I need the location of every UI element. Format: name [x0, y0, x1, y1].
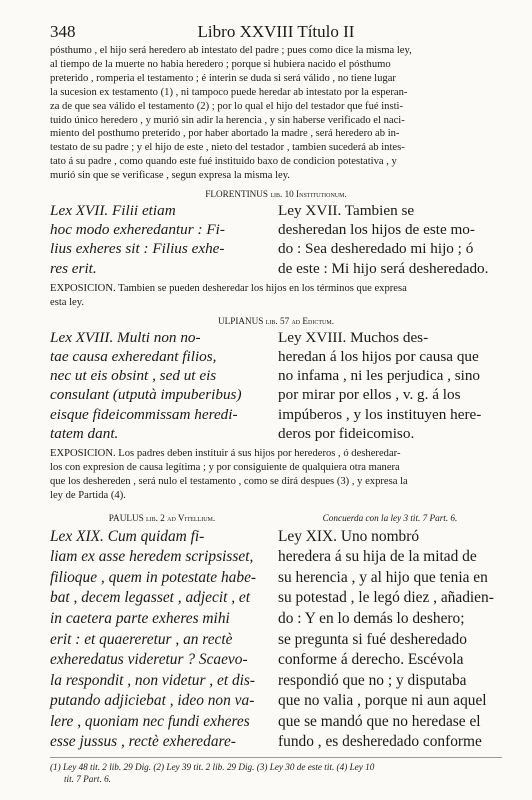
text-line: testato de su padre ; y el hijo de este , nieto del testador , tambien sucederá ab intes-: [50, 142, 405, 154]
text-line: eisque fideicommissam heredi-: [50, 405, 238, 423]
law19-spanish: [278, 527, 502, 754]
law18-latin: [50, 328, 274, 443]
text-line: heredera á su hija de la mitad de: [278, 548, 477, 566]
text-line: nec ut eis obsint , sed ut eis: [50, 367, 217, 385]
law19-source-right: Concuerda con la ley 3 tit. 7 Part. 6.: [322, 512, 458, 523]
text-line: liam ex asse heredem scripsisset,: [50, 548, 254, 566]
text-line: la sucesion ex testamento (1) , ni tampoco puede heredar ab intestato por la esperan-: [50, 86, 408, 98]
text-line: los con expresion de causa legítima ; y por consiguiente de qualquiera otra manera: [50, 461, 400, 473]
text-line: Ley XVII. Tambien se: [278, 202, 415, 220]
law19-source-left: PAULUS lib. 2 ad Vitellium.: [108, 512, 216, 523]
continuation-paragraph: [50, 44, 502, 183]
text-line: putando adjiciebat , ideo non va-: [50, 692, 255, 710]
text-line: lere , quoniam nec fundi exheres: [50, 712, 250, 730]
text-line: se pregunta si fué desheredado: [278, 630, 467, 648]
text-line: hoc modo exheredantur : Fi-: [50, 221, 225, 239]
text-line: lius exheres sit : Filius exhe-: [50, 240, 225, 258]
law18-exposicion: [50, 447, 502, 503]
law19-sources: [50, 513, 502, 523]
text-line: Lex XVII. Filii etiam: [50, 202, 176, 220]
text-line: ley de Partida (4).: [50, 489, 126, 501]
text-line: tatem dant.: [50, 424, 119, 442]
text-line: impúberos , y los instituyen here-: [278, 405, 482, 423]
footnote-line: tit. 7 Part. 6.: [64, 774, 111, 784]
text-line: su potestad , le legó diez , añadien-: [278, 589, 494, 607]
text-line: tuido único heredero , y murió sin adir la herencia , y sin haberse verificado el naci-: [50, 114, 405, 126]
law19-columns: [50, 527, 502, 754]
text-line: Lex XIX. Cum quidam fi-: [50, 527, 205, 545]
text-line: esta ley.: [50, 296, 85, 308]
law17-source: FLORENTINUS lib. 10 Institutionum.: [205, 189, 347, 200]
text-line: Ley XVIII. Muchos des-: [278, 328, 429, 346]
text-line: preterido , romperia el testamento ; é interin se duda si será válido , no tiene lugar: [50, 72, 396, 84]
text-line: pósthumo , el hijo será heredero ab intestato del padre ; pues como dice la misma ley,: [50, 45, 412, 56]
law17-spanish: [278, 201, 502, 278]
text-line: Ley XIX. Uno nombró: [278, 527, 420, 545]
text-line: consulant (utputà impuberibus): [50, 386, 242, 404]
text-line: za de que sea válido el testamento (2) ; por lo qual el hijo del testador que fué insti-: [50, 100, 404, 112]
text-line: la respondit , non videtur , et dis-: [50, 671, 256, 689]
running-header: [50, 22, 502, 44]
text-line: no infama , ni les perjudica , sino: [278, 367, 481, 385]
text-line: que se mandó que no heredase el: [278, 712, 481, 730]
text-line: Lex XVIII. Multi non no-: [50, 328, 201, 346]
text-line: erit : et quaereretur , an rectè: [50, 630, 233, 648]
text-line: que no valia , porque ni aun aquel: [278, 692, 487, 710]
law17-latin: [50, 201, 274, 278]
text-line: tae causa exheredant filios,: [50, 347, 217, 365]
law17-columns: [50, 201, 502, 278]
text-line: fundo , es desheredado conforme: [278, 733, 482, 751]
law18-spanish: [278, 328, 502, 443]
text-line: su herencia , y al hijo que tenia en: [278, 568, 488, 586]
running-title: Libro XXVIII Título II: [197, 22, 355, 41]
text-line: miento del posthumo preterido , por haber abortado la madre , será heredero ab in-: [50, 128, 400, 140]
text-line: por mirar por ellos , v. g. á los: [278, 386, 461, 404]
text-line: bat , decem legasset , adjecit , et: [50, 589, 251, 607]
text-line: deros por fideicomiso.: [278, 424, 415, 442]
text-line: al tiempo de la muerte no habia heredero ; porque si hubiera nacido el pósthumo: [50, 58, 391, 70]
text-line: EXPOSICION. Los padres deben instituir á sus hijos por herederos , ó desheredar-: [50, 447, 401, 459]
page: [50, 22, 502, 753]
law18-source: ULPIANUS lib. 57 ad Edictum.: [217, 315, 334, 326]
text-line: murió sin que se verificase , segun expresa la misma ley.: [50, 170, 290, 182]
text-line: tato á su padre , como quando este fué instituido baxo de condicion potestativa , y: [50, 156, 397, 168]
law17-exposicion: [50, 282, 502, 310]
text-line: filioque , quem in potestate habe-: [50, 568, 257, 586]
law18-columns: [50, 328, 502, 443]
text-line: EXPOSICION. Tambien se pueden desheredar los hijos en los términos que expresa: [50, 282, 407, 294]
text-line: que los deshereden , será nulo el testamento , como se dirá despues (3) , y expresa la: [50, 475, 408, 487]
footnote-line: (1) Ley 48 tit. 2 lib. 29 Dig. (2) Ley 39 tit. 2 lib. 29 Dig. (3) Ley 30 de este tit. (4) Ley 10: [50, 762, 375, 772]
text-line: in caetera parte exheres mihi: [50, 609, 230, 627]
text-line: heredan á los hijos por causa que: [278, 347, 479, 365]
footnotes: [50, 757, 502, 785]
text-line: respondió que no ; y disputaba: [278, 671, 467, 689]
text-line: desheredan los hijos de este mo-: [278, 221, 475, 239]
text-line: conforme á derecho. Escévola: [278, 651, 464, 669]
law19-latin: [50, 527, 274, 754]
text-line: do : Y en lo demás lo deshero;: [278, 609, 465, 627]
text-line: res erit.: [50, 259, 97, 277]
text-line: do : Sea desheredado mi hijo ; ó: [278, 240, 474, 258]
text-line: exheredatus videretur ? Scaevo-: [50, 651, 248, 669]
text-line: esse jussus , rectè exheredare-: [50, 733, 236, 751]
page-number: 348: [50, 22, 76, 41]
text-line: de este : Mi hijo será desheredado.: [278, 259, 489, 277]
